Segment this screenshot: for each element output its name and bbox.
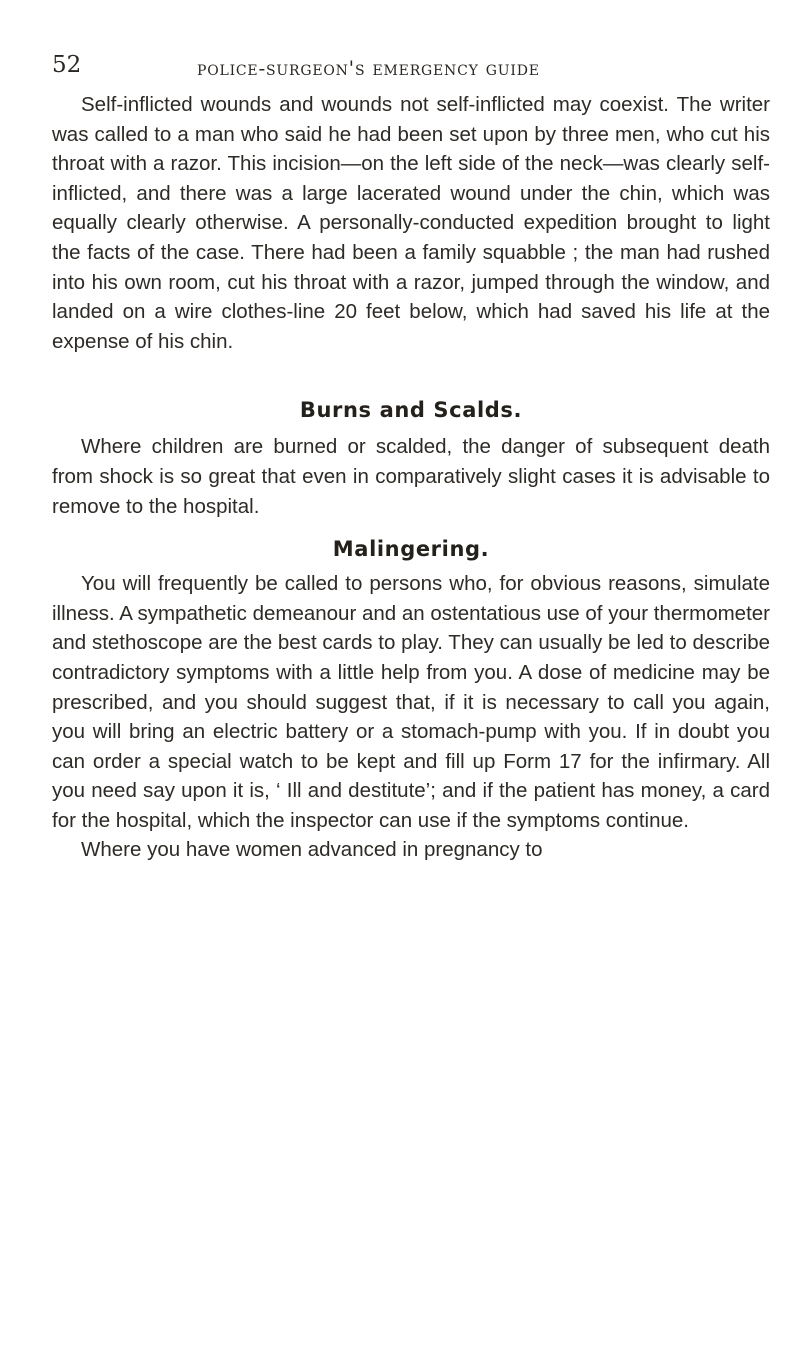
heading-burns-and-scalds: Burns and Scalds. xyxy=(299,398,523,423)
page-number: 52 xyxy=(52,52,82,78)
paragraph-self-inflicted-wounds: Self-inflicted wounds and wounds not self-inflicted may coexist. The writer was called to a man who said he had been set upon by three men, who cut his throat with a razor. This incision—on the left side of the neck—was clearly self-inflicted, and there was a large lacerated wound under the chin, which was equally clearly otherwise. A personally-conducted expedition brought to light the facts of the case. There had been a family squabble ; the man had rushed into his own room, cut his throat with a razor, jumped through the window, and landed on a wire clothes-line 20 feet below, which had saved his life at the expense of his chin. xyxy=(52,93,770,353)
running-title: police-surgeon's emergency guide xyxy=(197,56,540,80)
running-head xyxy=(52,44,770,84)
paragraph-burns-and-scalds: Where children are burned or scalded, the danger of subsequent death from shock is so great that even in comparatively slight cases it is advisable to remove to the hospital. xyxy=(52,435,770,518)
book-page xyxy=(52,44,770,865)
paragraph-pregnancy: Where you have women advanced in pregnancy to xyxy=(81,838,543,862)
heading-malingering: Malingering. xyxy=(332,537,490,562)
paragraph-malingering: You will frequently be called to persons who, for obvious reasons, simulate illness. A sympathetic demeanour and an ostentatious use of your thermometer and stethoscope are the best cards to play. They can usually be led to describe contradictory symptoms with a little help from you. A dose of medicine may be prescribed, and you should suggest that, if it is necessary to call you again, you will bring an electric battery or a stomach-pump with you. If in doubt you can order a special watch to be kept and fill up Form 17 for the infirmary. All you need say upon it is, ‘ Ill and destitute’; and if the patient has money, a card for the hospital, which the inspector can use if the symptoms continue. xyxy=(52,572,770,832)
